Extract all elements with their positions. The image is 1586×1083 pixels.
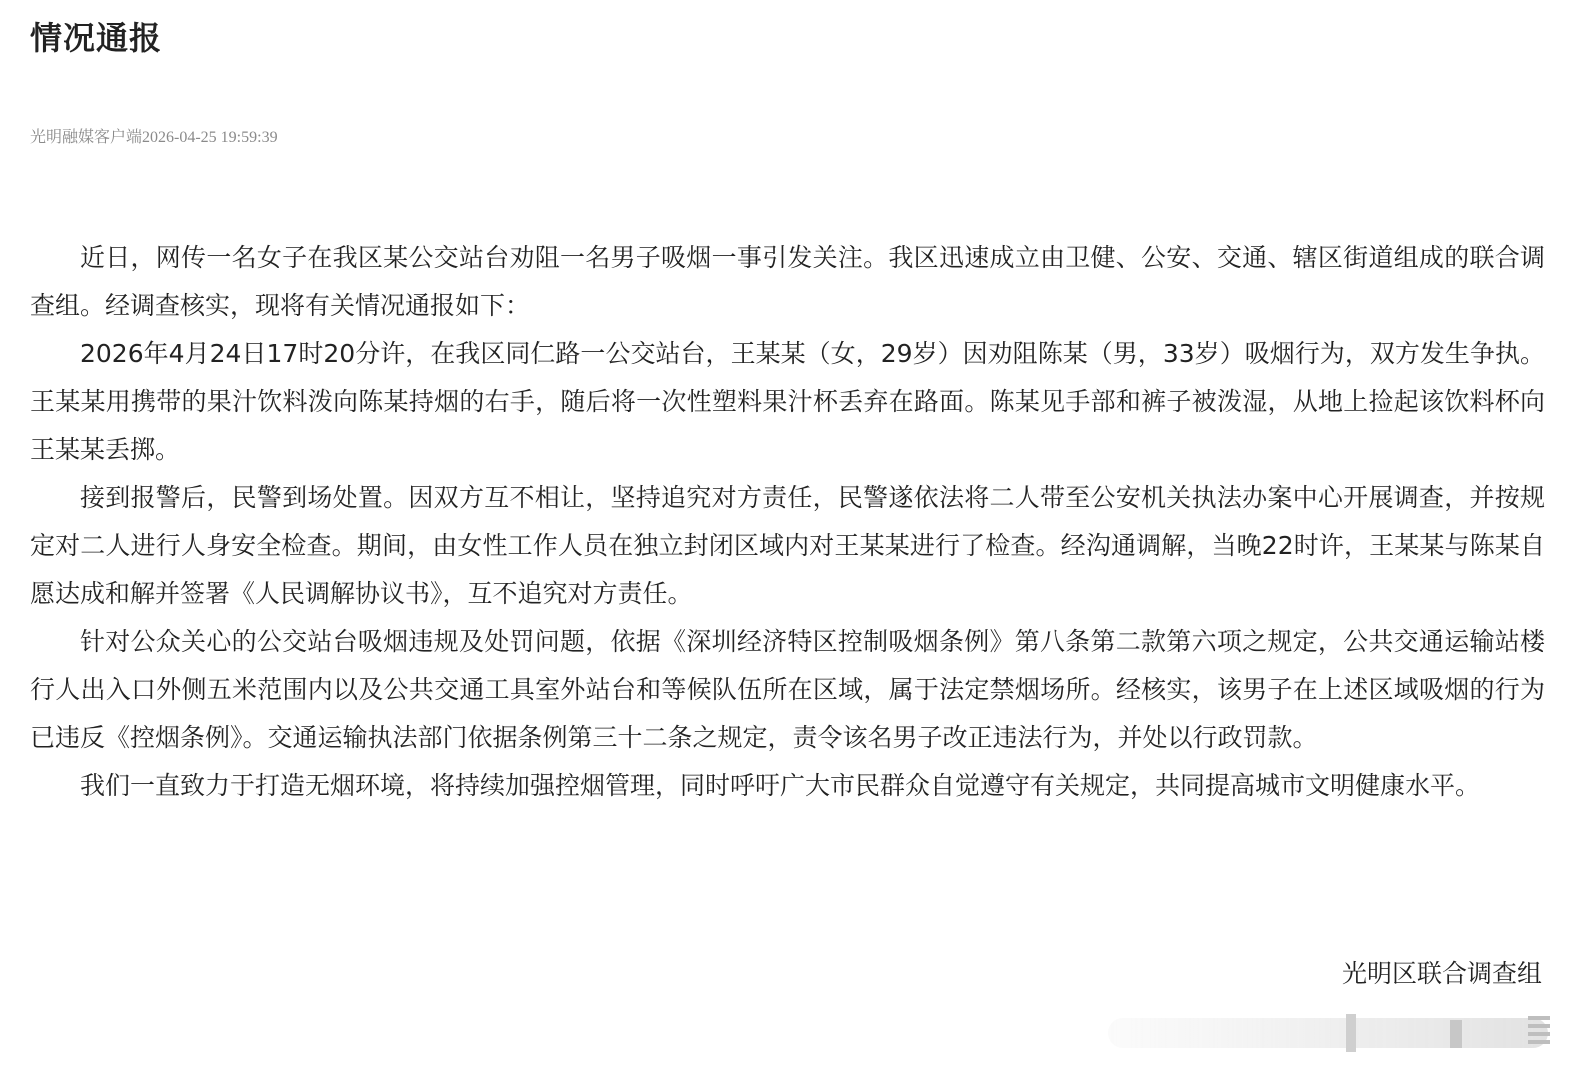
- paragraph: 接到报警后，民警到场处置。因双方互不相让，坚持追究对方责任，民警遂依法将二人带至公安机关执法办案中心开展调查，并按规定对二人进行人身安全检查。期间，由女性工作人员在独立封闭区域内对王某某进行了检查。经沟通调解，当晚22时许，王某某与陈某自愿达成和解并签署《人民调解协议书》，互不追究对方责任。: [30, 483, 1545, 608]
- article-meta: [30, 126, 278, 150]
- article-body: [30, 234, 1545, 810]
- paragraph: 2026年4月24日17时20分许，在我区同仁路一公交站台，王某某（女，29岁）因劝阻陈某（男，33岁）吸烟行为，双方发生争执。王某某用携带的果汁饮料泼向陈某持烟的右手，随后将一次性塑料果汁杯丢弃在路面。陈某见手部和裤子被泼湿，从地上捡起该饮料杯向王某某丢掷。: [30, 339, 1545, 464]
- article-datetime: 2026-04-25 19:59:39: [142, 129, 278, 146]
- paragraph: 近日，网传一名女子在我区某公交站台劝阻一名男子吸烟一事引发关注。我区迅速成立由卫健、公安、交通、辖区街道组成的联合调查组。经调查核实，现将有关情况通报如下：: [30, 243, 1545, 320]
- article-title: 情况通报: [30, 19, 163, 57]
- article-source: 光明融媒客户端: [30, 129, 143, 146]
- article-signature: 光明区联合调查组: [1341, 959, 1542, 988]
- watermark-image: [1098, 1010, 1558, 1056]
- paragraph: 我们一直致力于打造无烟环境，将持续加强控烟管理，同时呼吁广大市民群众自觉遵守有关规定，共同提高城市文明健康水平。: [80, 771, 1481, 800]
- paragraph: 针对公众关心的公交站台吸烟违规及处罚问题，依据《深圳经济特区控制吸烟条例》第八条第二款第六项之规定，公共交通运输站楼行人出入口外侧五米范围内以及公共交通工具室外站台和等候队伍所在区域，属于法定禁烟场所。经核实，该男子在上述区域吸烟的行为已违反《控烟条例》。交通运输执法部门依据条例第三十二条之规定，责令该名男子改正违法行为，并处以行政罚款。: [30, 627, 1545, 752]
